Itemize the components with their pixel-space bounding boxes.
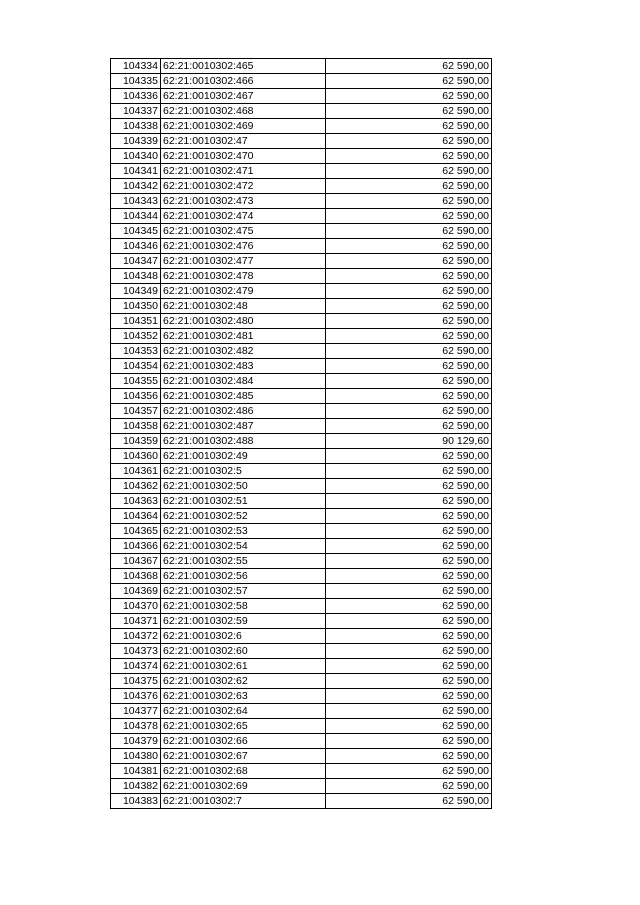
row-number-cell: 104376 — [111, 689, 161, 704]
cadastral-number-cell: 62:21:0010302:486 — [161, 404, 326, 419]
row-number-cell: 104375 — [111, 674, 161, 689]
table-row — [111, 224, 492, 239]
cadastral-number-cell: 62:21:0010302:488 — [161, 434, 326, 449]
row-number-cell: 104334 — [111, 59, 161, 74]
table-row — [111, 404, 492, 419]
cadastral-value-cell: 62 590,00 — [326, 689, 492, 704]
cadastral-number-cell: 62:21:0010302:485 — [161, 389, 326, 404]
row-number-cell: 104372 — [111, 629, 161, 644]
cadastral-value-cell: 62 590,00 — [326, 599, 492, 614]
row-number-cell: 104337 — [111, 104, 161, 119]
cadastral-number-cell: 62:21:0010302:59 — [161, 614, 326, 629]
cadastral-value-cell: 62 590,00 — [326, 464, 492, 479]
cadastral-value-cell: 62 590,00 — [326, 209, 492, 224]
table-row — [111, 164, 492, 179]
row-number-cell: 104343 — [111, 194, 161, 209]
table-row — [111, 464, 492, 479]
cadastral-value-cell: 62 590,00 — [326, 359, 492, 374]
row-number-cell: 104342 — [111, 179, 161, 194]
table-row — [111, 629, 492, 644]
table-row — [111, 89, 492, 104]
table-row — [111, 149, 492, 164]
table-row — [111, 119, 492, 134]
cadastral-value-cell: 62 590,00 — [326, 509, 492, 524]
cadastral-number-cell: 62:21:0010302:53 — [161, 524, 326, 539]
cadastral-number-cell: 62:21:0010302:49 — [161, 449, 326, 464]
cadastral-value-cell: 62 590,00 — [326, 479, 492, 494]
cadastral-value-cell: 62 590,00 — [326, 269, 492, 284]
cadastral-number-cell: 62:21:0010302:483 — [161, 359, 326, 374]
cadastral-value-cell: 62 590,00 — [326, 584, 492, 599]
table-row — [111, 314, 492, 329]
cadastral-value-cell: 62 590,00 — [326, 629, 492, 644]
cadastral-number-cell: 62:21:0010302:484 — [161, 374, 326, 389]
row-number-cell: 104380 — [111, 749, 161, 764]
table-row — [111, 299, 492, 314]
row-number-cell: 104353 — [111, 344, 161, 359]
table-row — [111, 134, 492, 149]
row-number-cell: 104363 — [111, 494, 161, 509]
table-row — [111, 659, 492, 674]
cadastral-value-cell: 62 590,00 — [326, 239, 492, 254]
cadastral-number-cell: 62:21:0010302:52 — [161, 509, 326, 524]
table-row — [111, 614, 492, 629]
cadastral-value-cell: 62 590,00 — [326, 449, 492, 464]
table-row — [111, 554, 492, 569]
cadastral-value-cell: 62 590,00 — [326, 164, 492, 179]
cadastral-number-cell: 62:21:0010302:474 — [161, 209, 326, 224]
table-row — [111, 704, 492, 719]
cadastral-number-cell: 62:21:0010302:68 — [161, 764, 326, 779]
row-number-cell: 104351 — [111, 314, 161, 329]
row-number-cell: 104366 — [111, 539, 161, 554]
cadastral-number-cell: 62:21:0010302:468 — [161, 104, 326, 119]
table-row — [111, 794, 492, 809]
table-row — [111, 254, 492, 269]
table-row — [111, 719, 492, 734]
row-number-cell: 104371 — [111, 614, 161, 629]
row-number-cell: 104383 — [111, 794, 161, 809]
table-row — [111, 494, 492, 509]
cadastral-value-cell: 62 590,00 — [326, 89, 492, 104]
cadastral-number-cell: 62:21:0010302:482 — [161, 344, 326, 359]
cadastral-number-cell: 62:21:0010302:69 — [161, 779, 326, 794]
cadastral-value-cell: 62 590,00 — [326, 389, 492, 404]
cadastral-number-cell: 62:21:0010302:467 — [161, 89, 326, 104]
cadastral-number-cell: 62:21:0010302:478 — [161, 269, 326, 284]
table-row — [111, 434, 492, 449]
cadastral-number-cell: 62:21:0010302:60 — [161, 644, 326, 659]
cadastral-number-cell: 62:21:0010302:57 — [161, 584, 326, 599]
cadastral-value-cell: 62 590,00 — [326, 719, 492, 734]
cadastral-number-cell: 62:21:0010302:469 — [161, 119, 326, 134]
cadastral-number-cell: 62:21:0010302:63 — [161, 689, 326, 704]
cadastral-value-cell: 62 590,00 — [326, 569, 492, 584]
cadastral-number-cell: 62:21:0010302:50 — [161, 479, 326, 494]
table-row — [111, 449, 492, 464]
table-row — [111, 269, 492, 284]
table-row — [111, 599, 492, 614]
cadastral-value-cell: 62 590,00 — [326, 659, 492, 674]
row-number-cell: 104358 — [111, 419, 161, 434]
table-row — [111, 344, 492, 359]
cadastral-number-cell: 62:21:0010302:471 — [161, 164, 326, 179]
cadastral-value-cell: 62 590,00 — [326, 704, 492, 719]
cadastral-number-cell: 62:21:0010302:476 — [161, 239, 326, 254]
cadastral-value-cell: 62 590,00 — [326, 419, 492, 434]
table-row — [111, 359, 492, 374]
row-number-cell: 104348 — [111, 269, 161, 284]
cadastral-number-cell: 62:21:0010302:481 — [161, 329, 326, 344]
cadastral-value-cell: 62 590,00 — [326, 134, 492, 149]
table-body — [111, 59, 492, 809]
row-number-cell: 104360 — [111, 449, 161, 464]
row-number-cell: 104349 — [111, 284, 161, 299]
cadastral-value-cell: 90 129,60 — [326, 434, 492, 449]
cadastral-number-cell: 62:21:0010302:480 — [161, 314, 326, 329]
row-number-cell: 104382 — [111, 779, 161, 794]
cadastral-number-cell: 62:21:0010302:51 — [161, 494, 326, 509]
row-number-cell: 104374 — [111, 659, 161, 674]
row-number-cell: 104357 — [111, 404, 161, 419]
cadastral-value-cell: 62 590,00 — [326, 314, 492, 329]
cadastral-value-cell: 62 590,00 — [326, 734, 492, 749]
cadastral-number-cell: 62:21:0010302:58 — [161, 599, 326, 614]
cadastral-value-cell: 62 590,00 — [326, 674, 492, 689]
row-number-cell: 104350 — [111, 299, 161, 314]
cadastral-value-cell: 62 590,00 — [326, 644, 492, 659]
table-row — [111, 104, 492, 119]
cadastral-value-table — [110, 58, 492, 809]
row-number-cell: 104362 — [111, 479, 161, 494]
table-row — [111, 209, 492, 224]
row-number-cell: 104379 — [111, 734, 161, 749]
row-number-cell: 104354 — [111, 359, 161, 374]
row-number-cell: 104368 — [111, 569, 161, 584]
table-row — [111, 764, 492, 779]
cadastral-value-cell: 62 590,00 — [326, 179, 492, 194]
cadastral-number-cell: 62:21:0010302:487 — [161, 419, 326, 434]
cadastral-value-cell: 62 590,00 — [326, 374, 492, 389]
table-row — [111, 674, 492, 689]
cadastral-number-cell: 62:21:0010302:6 — [161, 629, 326, 644]
cadastral-value-cell: 62 590,00 — [326, 104, 492, 119]
cadastral-number-cell: 62:21:0010302:66 — [161, 734, 326, 749]
cadastral-value-cell: 62 590,00 — [326, 74, 492, 89]
cadastral-number-cell: 62:21:0010302:472 — [161, 179, 326, 194]
cadastral-value-cell: 62 590,00 — [326, 59, 492, 74]
cadastral-number-cell: 62:21:0010302:465 — [161, 59, 326, 74]
table-row — [111, 524, 492, 539]
row-number-cell: 104370 — [111, 599, 161, 614]
row-number-cell: 104347 — [111, 254, 161, 269]
table-row — [111, 374, 492, 389]
cadastral-value-cell: 62 590,00 — [326, 119, 492, 134]
cadastral-number-cell: 62:21:0010302:61 — [161, 659, 326, 674]
cadastral-value-cell: 62 590,00 — [326, 149, 492, 164]
row-number-cell: 104336 — [111, 89, 161, 104]
cadastral-number-cell: 62:21:0010302:56 — [161, 569, 326, 584]
row-number-cell: 104369 — [111, 584, 161, 599]
table-row — [111, 284, 492, 299]
cadastral-number-cell: 62:21:0010302:55 — [161, 554, 326, 569]
cadastral-number-cell: 62:21:0010302:466 — [161, 74, 326, 89]
table-row — [111, 389, 492, 404]
table-row — [111, 419, 492, 434]
cadastral-number-cell: 62:21:0010302:5 — [161, 464, 326, 479]
cadastral-value-cell: 62 590,00 — [326, 299, 492, 314]
cadastral-value-cell: 62 590,00 — [326, 404, 492, 419]
row-number-cell: 104339 — [111, 134, 161, 149]
table-row — [111, 194, 492, 209]
row-number-cell: 104356 — [111, 389, 161, 404]
table-row — [111, 644, 492, 659]
table-row — [111, 539, 492, 554]
row-number-cell: 104341 — [111, 164, 161, 179]
table-row — [111, 779, 492, 794]
table-row — [111, 74, 492, 89]
row-number-cell: 104365 — [111, 524, 161, 539]
cadastral-number-cell: 62:21:0010302:7 — [161, 794, 326, 809]
table-row — [111, 734, 492, 749]
row-number-cell: 104346 — [111, 239, 161, 254]
cadastral-number-cell: 62:21:0010302:64 — [161, 704, 326, 719]
cadastral-number-cell: 62:21:0010302:470 — [161, 149, 326, 164]
cadastral-number-cell: 62:21:0010302:54 — [161, 539, 326, 554]
table-row — [111, 59, 492, 74]
table-row — [111, 239, 492, 254]
cadastral-value-cell: 62 590,00 — [326, 284, 492, 299]
row-number-cell: 104377 — [111, 704, 161, 719]
cadastral-value-cell: 62 590,00 — [326, 614, 492, 629]
cadastral-number-cell: 62:21:0010302:62 — [161, 674, 326, 689]
cadastral-value-cell: 62 590,00 — [326, 224, 492, 239]
row-number-cell: 104344 — [111, 209, 161, 224]
cadastral-value-cell: 62 590,00 — [326, 764, 492, 779]
cadastral-value-cell: 62 590,00 — [326, 794, 492, 809]
row-number-cell: 104378 — [111, 719, 161, 734]
row-number-cell: 104367 — [111, 554, 161, 569]
row-number-cell: 104355 — [111, 374, 161, 389]
cadastral-value-cell: 62 590,00 — [326, 524, 492, 539]
table-row — [111, 509, 492, 524]
row-number-cell: 104359 — [111, 434, 161, 449]
row-number-cell: 104361 — [111, 464, 161, 479]
row-number-cell: 104364 — [111, 509, 161, 524]
cadastral-number-cell: 62:21:0010302:47 — [161, 134, 326, 149]
cadastral-number-cell: 62:21:0010302:477 — [161, 254, 326, 269]
row-number-cell: 104340 — [111, 149, 161, 164]
cadastral-value-cell: 62 590,00 — [326, 554, 492, 569]
cadastral-value-cell: 62 590,00 — [326, 194, 492, 209]
cadastral-value-cell: 62 590,00 — [326, 494, 492, 509]
cadastral-value-cell: 62 590,00 — [326, 749, 492, 764]
table-row — [111, 179, 492, 194]
row-number-cell: 104381 — [111, 764, 161, 779]
cadastral-value-cell: 62 590,00 — [326, 779, 492, 794]
cadastral-value-cell: 62 590,00 — [326, 344, 492, 359]
cadastral-number-cell: 62:21:0010302:67 — [161, 749, 326, 764]
cadastral-number-cell: 62:21:0010302:65 — [161, 719, 326, 734]
row-number-cell: 104338 — [111, 119, 161, 134]
cadastral-number-cell: 62:21:0010302:479 — [161, 284, 326, 299]
row-number-cell: 104345 — [111, 224, 161, 239]
cadastral-value-cell: 62 590,00 — [326, 254, 492, 269]
row-number-cell: 104352 — [111, 329, 161, 344]
cadastral-value-cell: 62 590,00 — [326, 539, 492, 554]
table-row — [111, 329, 492, 344]
table-row — [111, 689, 492, 704]
table-row — [111, 749, 492, 764]
cadastral-value-cell: 62 590,00 — [326, 329, 492, 344]
table-row — [111, 479, 492, 494]
row-number-cell: 104335 — [111, 74, 161, 89]
cadastral-number-cell: 62:21:0010302:473 — [161, 194, 326, 209]
table-row — [111, 584, 492, 599]
row-number-cell: 104373 — [111, 644, 161, 659]
table-row — [111, 569, 492, 584]
cadastral-number-cell: 62:21:0010302:48 — [161, 299, 326, 314]
cadastral-number-cell: 62:21:0010302:475 — [161, 224, 326, 239]
